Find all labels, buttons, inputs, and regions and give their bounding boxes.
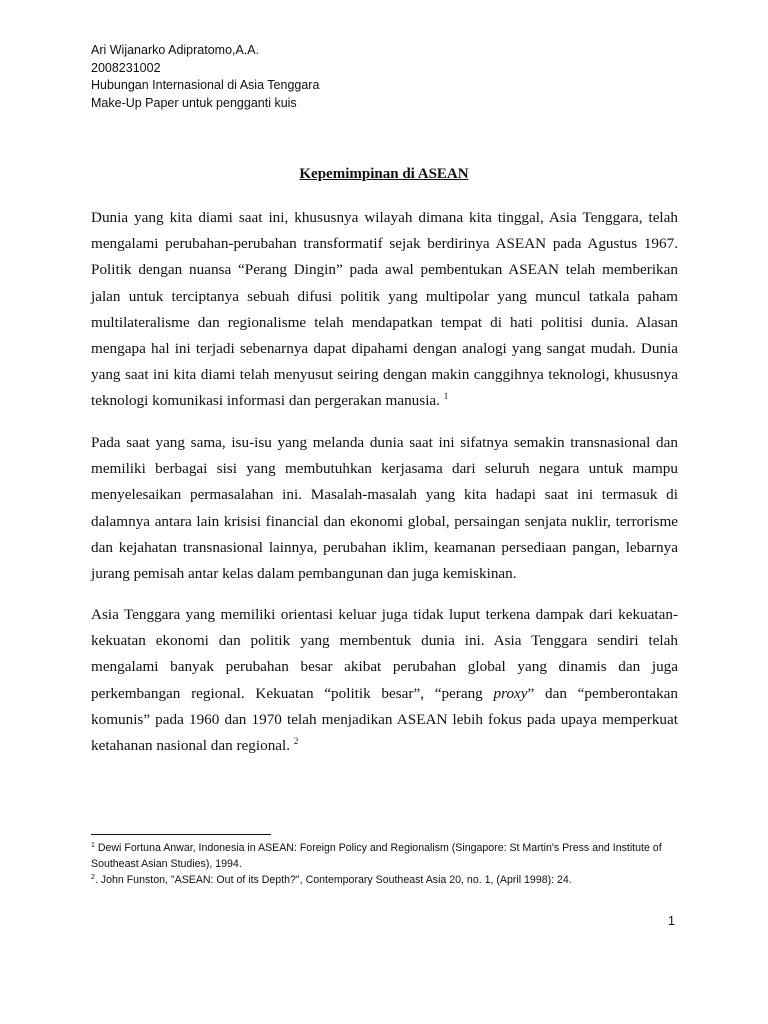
footnote-ref-1[interactable]: 1 — [443, 391, 449, 402]
footnote-2-text: . John Funston, "ASEAN: Out of its Depth?", Contemporary Southeast Asia 20, no. 1, (April 1998): 24. — [94, 874, 572, 886]
page-title: Kepemimpinan di ASEAN — [299, 166, 469, 182]
header-block — [91, 42, 319, 112]
paragraph-1-text: Dunia yang kita diami saat ini, khususnya wilayah dimana kita tinggal, Asia Tenggara, telah mengalami perubahan-perubahan transformatif sejak berdirinya ASEAN pada Agustus 1967. Politik dengan nuansa “Perang Dingin” pada awal pembentukan ASEAN telah memberikan jalan untuk terciptanya sebuah difusi politik yang multipolar yang muncul tatkala paham multilateralisme dan regionalisme telah mendapatkan tempat di hati politisi dunia. Alasan mengapa hal ini terjadi sebenarnya dapat dipahami dengan analogi yang sangat mudah. Dunia yang saat ini kita diami telah menyusut seiring dengan makin canggihnya teknologi, khususnya teknologi komunikasi informasi dan pergerakan manusia. — [91, 209, 678, 410]
paragraph-3-text-b: ” dan “pemberontakan komunis” pada 1960 dan 1970 telah menjadikan ASEAN lebih fokus pada upaya memperkuat ketahanan nasional dan regional. — [91, 684, 678, 755]
footnote-1-text: Dewi Fortuna Anwar, Indonesia in ASEAN: Foreign Policy and Regionalism (Singapore: St Martin's Press and Institute of Southeast Asian Studies), 1994. — [91, 842, 662, 870]
footnotes — [91, 840, 678, 888]
course-name: Hubungan Internasional di Asia Tenggara — [91, 78, 320, 92]
footnote-1 — [91, 840, 678, 872]
footnote-1-mark: 1 — [91, 842, 95, 849]
footnote-2 — [91, 872, 678, 888]
student-id: 2008231002 — [91, 60, 161, 75]
footnote-2-mark: 2 — [91, 874, 95, 881]
paragraph-2-text: Pada saat yang sama, isu-isu yang melanda dunia saat ini sifatnya semakin transnasional dan memiliki berbagai sisi yang membutuhkan kerjasama dari seluruh negara untuk mampu menyelesaikan permasalahan ini. Masalah-masalah yang kita hadapi saat ini termasuk di dalamnya antara lain krisisi financial dan ekonomi global, persaingan senjata nuklir, terrorisme dan kejahatan transnasional lainnya, perubahan iklim, keamanan persediaan pangan, lebarnya jurang pemisah antar kelas dalam pembangunan dan juga kemiskinan. — [91, 434, 678, 583]
paragraph-2 — [91, 430, 678, 587]
paragraph-1 — [91, 205, 678, 415]
paragraph-3-text-a: Asia Tenggara yang memiliki orientasi keluar juga tidak luput terkena dampak dari kekuatan-kekuatan ekonomi dan politik yang membentuk dunia ini. Asia Tenggara sendiri telah mengalami banyak perubahan besar akibat perubahan global yang dinamis dan juga perkembangan regional. Kekuatan “politik besar”, “perang — [91, 606, 678, 702]
footnote-separator — [91, 834, 271, 835]
page-number: 1 — [668, 914, 675, 928]
paper-note: Make-Up Paper untuk pengganti kuis — [91, 95, 297, 110]
paragraph-3-italic: proxy — [493, 684, 528, 702]
author-name: Ari Wijanarko Adipratomo,A.A. — [91, 43, 260, 57]
paragraph-3 — [91, 602, 678, 759]
footnote-ref-2[interactable]: 2 — [293, 736, 299, 747]
